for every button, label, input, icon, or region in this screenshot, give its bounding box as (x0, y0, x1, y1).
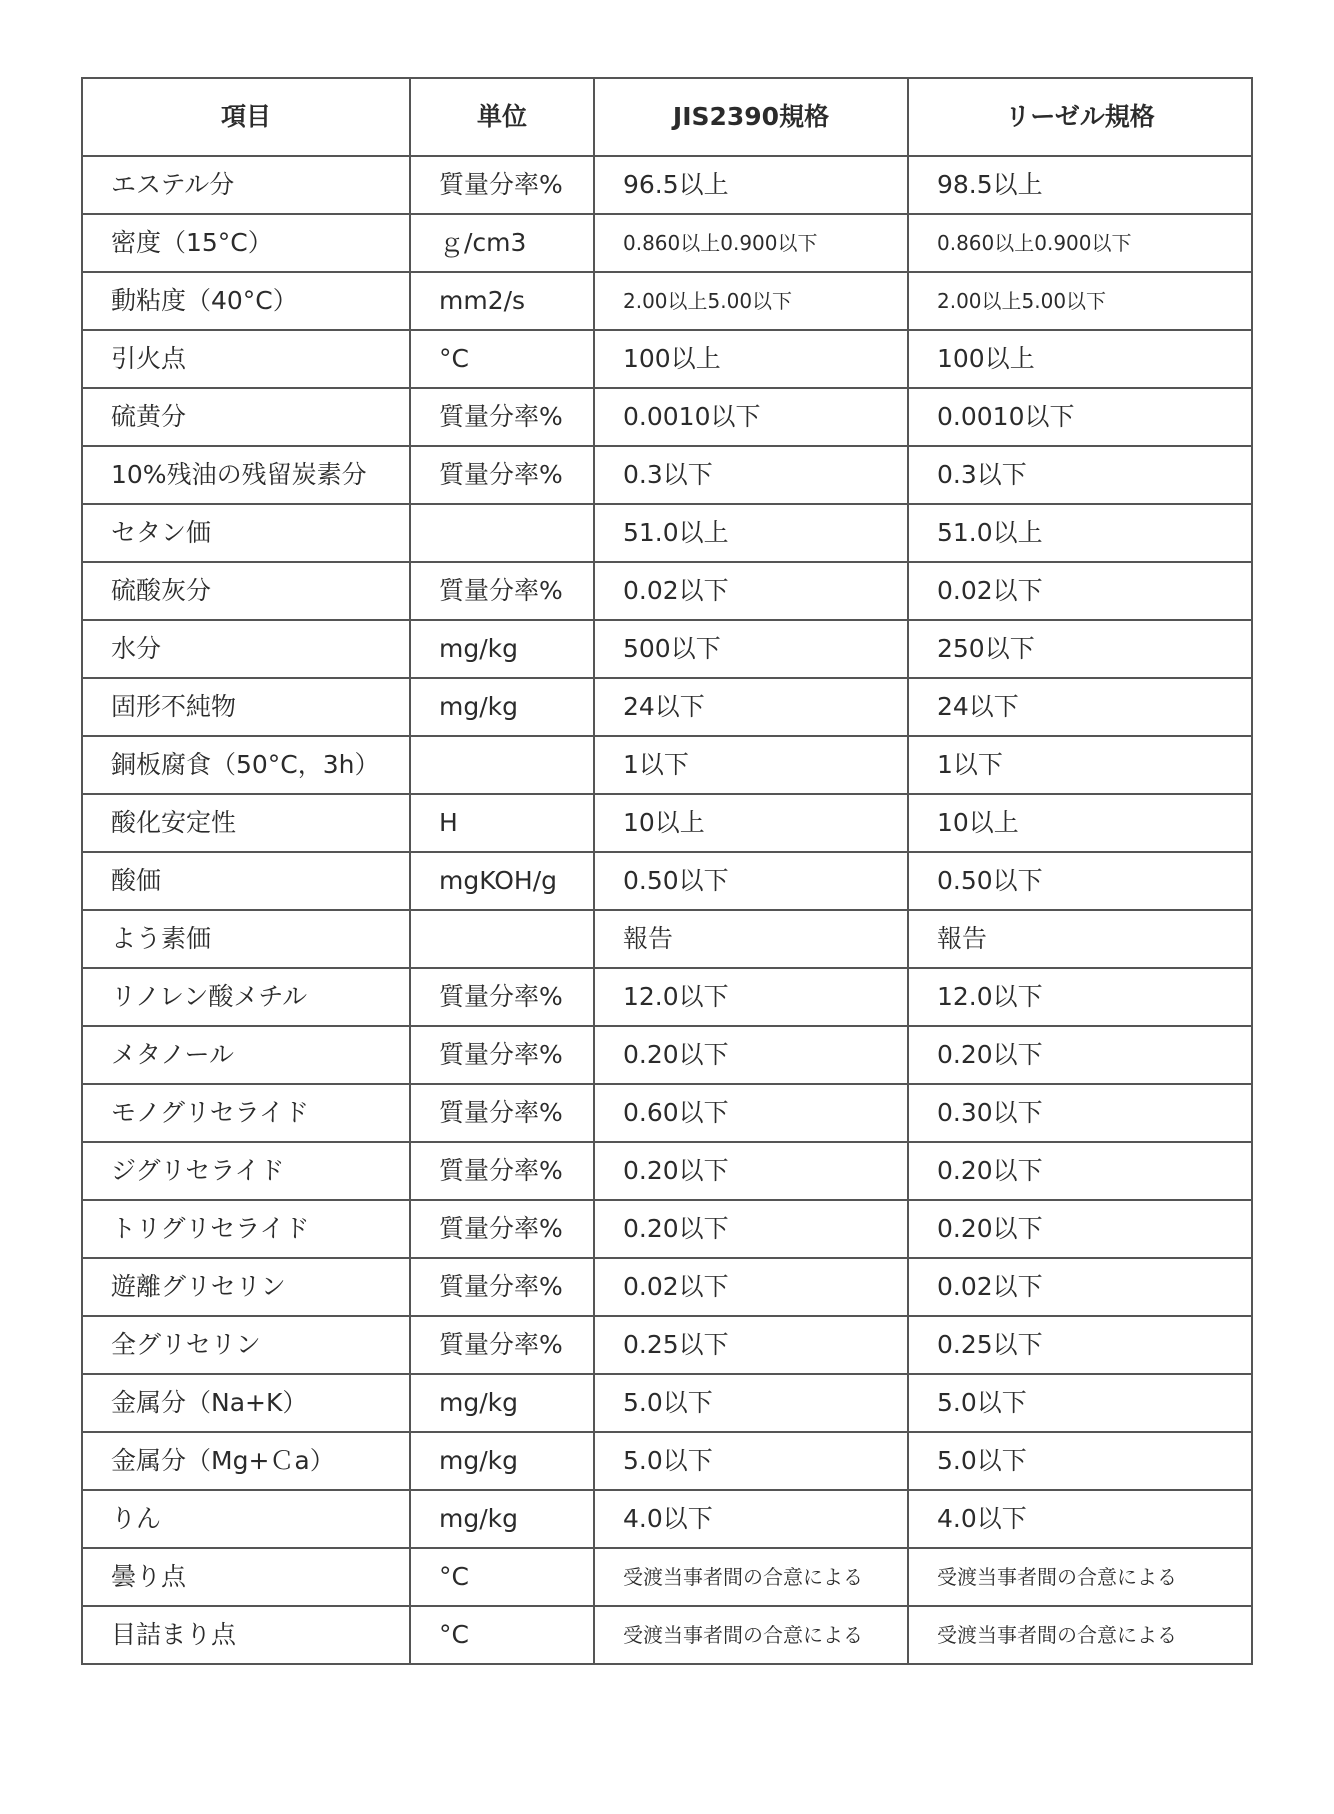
table-row (82, 968, 1252, 1026)
jis-value-cell: 受渡当事者間の合意による (594, 1606, 908, 1664)
riesel-value-cell: 98.5以上 (908, 156, 1252, 214)
item-cell: エステル分 (82, 156, 410, 214)
table-row (82, 272, 1252, 330)
table-row (82, 1026, 1252, 1084)
table-row (82, 388, 1252, 446)
riesel-value-cell: 51.0以上 (908, 504, 1252, 562)
item-cell: 10%残油の残留炭素分 (82, 446, 410, 504)
jis-value-cell: 0.3以下 (594, 446, 908, 504)
jis-value-cell: 4.0以下 (594, 1490, 908, 1548)
jis-value-cell: 報告 (594, 910, 908, 968)
item-cell: ジグリセライド (82, 1142, 410, 1200)
item-cell: 動粘度（40°C） (82, 272, 410, 330)
jis-value-cell: 10以上 (594, 794, 908, 852)
unit-cell: 質量分率% (410, 968, 594, 1026)
unit-cell: 質量分率% (410, 1258, 594, 1316)
riesel-value-cell: 24以下 (908, 678, 1252, 736)
riesel-value-cell: 10以上 (908, 794, 1252, 852)
unit-cell: mg/kg (410, 1432, 594, 1490)
table-body (82, 156, 1252, 1664)
jis-value-cell: 0.20以下 (594, 1142, 908, 1200)
item-cell: 固形不純物 (82, 678, 410, 736)
table-row (82, 504, 1252, 562)
unit-cell: H (410, 794, 594, 852)
unit-cell: 質量分率% (410, 1316, 594, 1374)
item-cell: 金属分（Na+K） (82, 1374, 410, 1432)
table-row (82, 1258, 1252, 1316)
item-cell: りん (82, 1490, 410, 1548)
table-row (82, 1200, 1252, 1258)
unit-cell: 質量分率% (410, 1142, 594, 1200)
item-cell: よう素価 (82, 910, 410, 968)
riesel-value-cell: 報告 (908, 910, 1252, 968)
jis-value-cell: 24以下 (594, 678, 908, 736)
unit-cell: mg/kg (410, 1374, 594, 1432)
item-cell: 曇り点 (82, 1548, 410, 1606)
jis-value-cell: 100以上 (594, 330, 908, 388)
item-cell: 密度（15°C） (82, 214, 410, 272)
riesel-value-cell: 250以下 (908, 620, 1252, 678)
unit-cell: mg/kg (410, 1490, 594, 1548)
unit-cell: 質量分率% (410, 1084, 594, 1142)
riesel-value-cell: 0.02以下 (908, 562, 1252, 620)
jis-value-cell: 2.00以上5.00以下 (594, 272, 908, 330)
table-row (82, 446, 1252, 504)
unit-cell: mg/kg (410, 678, 594, 736)
riesel-value-cell: 5.0以下 (908, 1432, 1252, 1490)
jis-value-cell: 受渡当事者間の合意による (594, 1548, 908, 1606)
table-header (82, 78, 1252, 156)
unit-cell (410, 504, 594, 562)
jis-value-cell: 96.5以上 (594, 156, 908, 214)
riesel-value-cell: 0.30以下 (908, 1084, 1252, 1142)
item-cell: 水分 (82, 620, 410, 678)
unit-cell: ｇ/cm3 (410, 214, 594, 272)
riesel-value-cell: 100以上 (908, 330, 1252, 388)
table-row (82, 214, 1252, 272)
riesel-value-cell: 受渡当事者間の合意による (908, 1606, 1252, 1664)
table-row (82, 794, 1252, 852)
item-cell: 硫酸灰分 (82, 562, 410, 620)
table-row (82, 852, 1252, 910)
unit-cell: mgKOH/g (410, 852, 594, 910)
riesel-value-cell: 0.860以上0.900以下 (908, 214, 1252, 272)
riesel-value-cell: 0.20以下 (908, 1200, 1252, 1258)
table-row (82, 1432, 1252, 1490)
jis-value-cell: 0.02以下 (594, 1258, 908, 1316)
jis-value-cell: 0.20以下 (594, 1026, 908, 1084)
unit-cell: 質量分率% (410, 562, 594, 620)
jis-value-cell: 0.0010以下 (594, 388, 908, 446)
table-row (82, 156, 1252, 214)
unit-cell: mg/kg (410, 620, 594, 678)
item-cell: 遊離グリセリン (82, 1258, 410, 1316)
spec-comparison-table (81, 77, 1253, 1665)
item-cell: 酸価 (82, 852, 410, 910)
item-cell: メタノール (82, 1026, 410, 1084)
jis-value-cell: 0.50以下 (594, 852, 908, 910)
riesel-value-cell: 0.3以下 (908, 446, 1252, 504)
unit-cell: °C (410, 330, 594, 388)
table-row (82, 1084, 1252, 1142)
jis-value-cell: 0.20以下 (594, 1200, 908, 1258)
riesel-value-cell: 1以下 (908, 736, 1252, 794)
item-cell: リノレン酸メチル (82, 968, 410, 1026)
table-row (82, 736, 1252, 794)
header-item: 項目 (82, 78, 410, 156)
riesel-value-cell: 0.50以下 (908, 852, 1252, 910)
jis-value-cell: 0.25以下 (594, 1316, 908, 1374)
table-row (82, 1374, 1252, 1432)
unit-cell (410, 910, 594, 968)
riesel-value-cell: 0.0010以下 (908, 388, 1252, 446)
item-cell: 金属分（Mg+Ｃa） (82, 1432, 410, 1490)
jis-value-cell: 5.0以下 (594, 1432, 908, 1490)
jis-value-cell: 1以下 (594, 736, 908, 794)
jis-value-cell: 0.60以下 (594, 1084, 908, 1142)
riesel-value-cell: 5.0以下 (908, 1374, 1252, 1432)
table-row (82, 562, 1252, 620)
item-cell: 酸化安定性 (82, 794, 410, 852)
unit-cell (410, 736, 594, 794)
riesel-value-cell: 0.20以下 (908, 1142, 1252, 1200)
table-row (82, 1142, 1252, 1200)
riesel-value-cell: 0.02以下 (908, 1258, 1252, 1316)
header-jis-standard: JIS2390規格 (594, 78, 908, 156)
item-cell: 銅板腐食（50°C，3h） (82, 736, 410, 794)
table-row (82, 1490, 1252, 1548)
riesel-value-cell: 4.0以下 (908, 1490, 1252, 1548)
unit-cell: 質量分率% (410, 156, 594, 214)
jis-value-cell: 5.0以下 (594, 1374, 908, 1432)
jis-value-cell: 51.0以上 (594, 504, 908, 562)
unit-cell: °C (410, 1548, 594, 1606)
riesel-value-cell: 2.00以上5.00以下 (908, 272, 1252, 330)
riesel-value-cell: 0.25以下 (908, 1316, 1252, 1374)
item-cell: モノグリセライド (82, 1084, 410, 1142)
header-unit: 単位 (410, 78, 594, 156)
unit-cell: °C (410, 1606, 594, 1664)
item-cell: 引火点 (82, 330, 410, 388)
unit-cell: 質量分率% (410, 446, 594, 504)
table-row (82, 620, 1252, 678)
unit-cell: 質量分率% (410, 1200, 594, 1258)
jis-value-cell: 0.860以上0.900以下 (594, 214, 908, 272)
jis-value-cell: 12.0以下 (594, 968, 908, 1026)
header-riesel-standard: リーゼル規格 (908, 78, 1252, 156)
table-row (82, 910, 1252, 968)
table-row (82, 1606, 1252, 1664)
table-row (82, 330, 1252, 388)
unit-cell: mm2/s (410, 272, 594, 330)
table-row (82, 1316, 1252, 1374)
jis-value-cell: 0.02以下 (594, 562, 908, 620)
item-cell: トリグリセライド (82, 1200, 410, 1258)
header-row (82, 78, 1252, 156)
item-cell: 全グリセリン (82, 1316, 410, 1374)
riesel-value-cell: 0.20以下 (908, 1026, 1252, 1084)
item-cell: セタン価 (82, 504, 410, 562)
item-cell: 硫黄分 (82, 388, 410, 446)
table-row (82, 1548, 1252, 1606)
riesel-value-cell: 受渡当事者間の合意による (908, 1548, 1252, 1606)
jis-value-cell: 500以下 (594, 620, 908, 678)
unit-cell: 質量分率% (410, 1026, 594, 1084)
riesel-value-cell: 12.0以下 (908, 968, 1252, 1026)
table-row (82, 678, 1252, 736)
item-cell: 目詰まり点 (82, 1606, 410, 1664)
unit-cell: 質量分率% (410, 388, 594, 446)
